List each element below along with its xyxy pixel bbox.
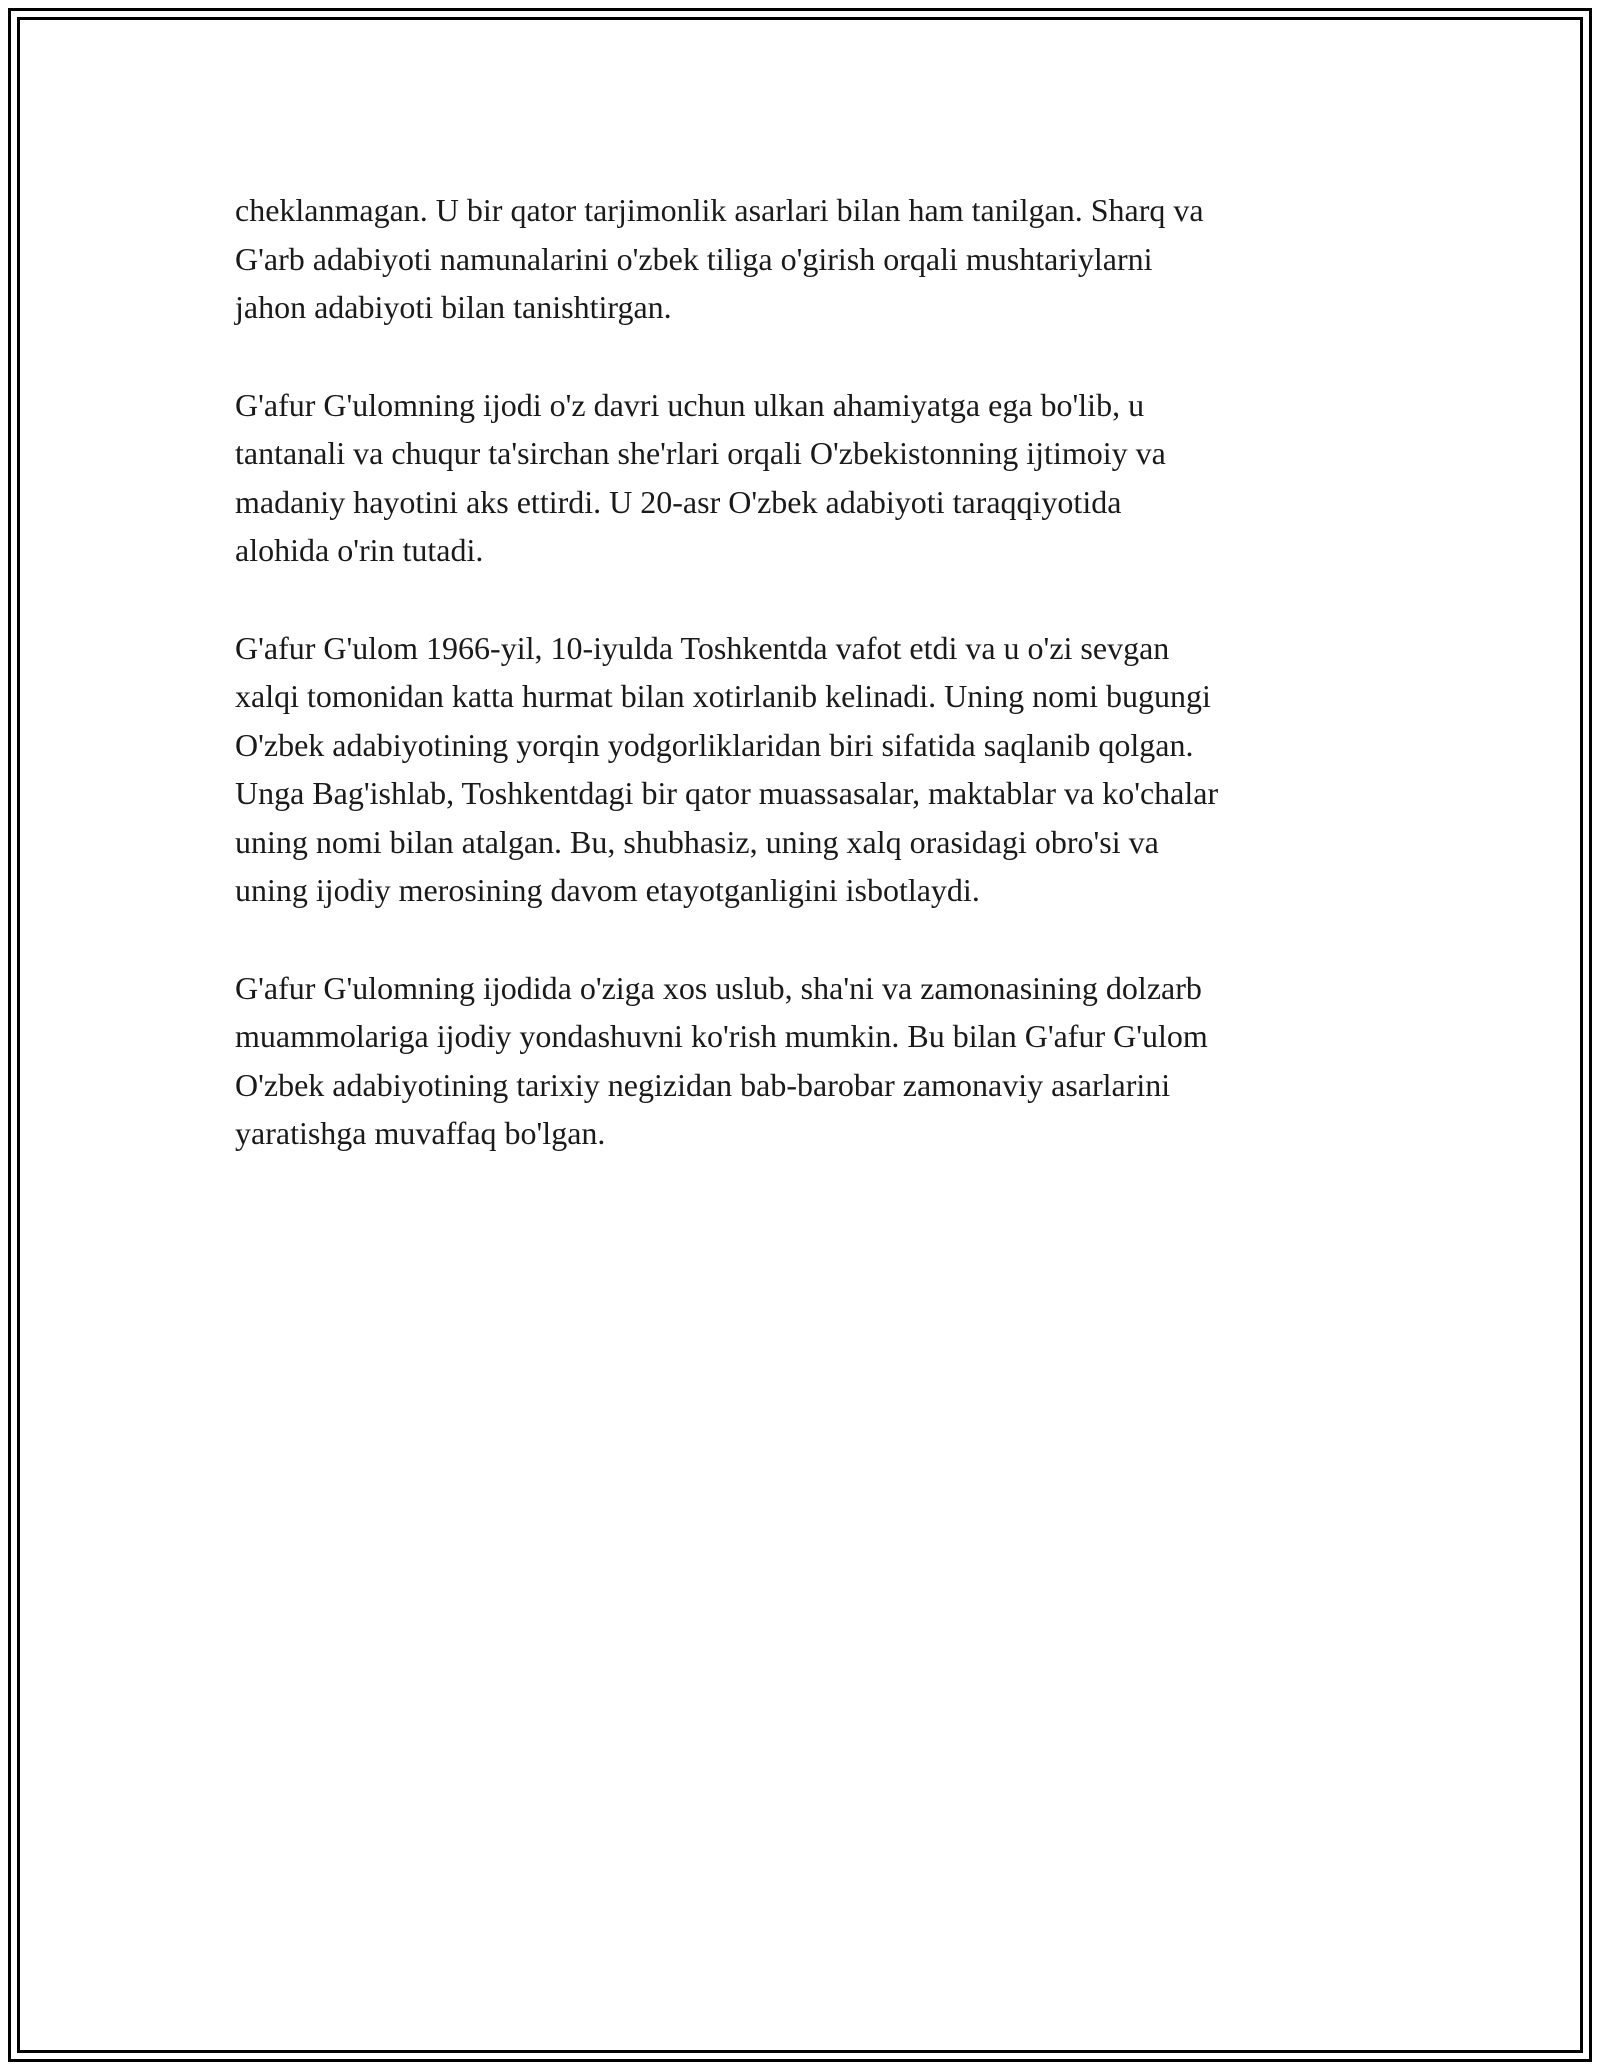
paragraph-significance: G'afur G'ulomning ijodi o'z davri uchun ulkan ahamiyatga ega bo'lib, u tantanali va chuqur ta'sirchan she'rlari orqali O'zbekistonning ijtimoiy va madaniy hayotini aks ettirdi. U 20-asr O'zbek adabiyoti taraqqiyotida alohida o'rin tutadi. [235,386,1166,568]
paragraph-death-and-legacy: G'afur G'ulom 1966-yil, 10-iyulda Toshkentda vafot etdi va u o'zi sevgan xalqi tomonidan katta hurmat bilan xotirlanib kelinadi. Uning nomi bugungi O'zbek adabiyotining yorqin yodgorliklaridan biri sifatida saqlanib qolgan. Unga Bag'ishlab, Toshkentdagi bir qator muassasalar, maktablar va ko'chalar uning nomi bilan atalgan. Bu, shubhasiz, uning xalq orasidagi obro'si va uning ijodiy merosining davom etayotganligini isbotlaydi. [235,629,1219,908]
document-body [235,186,1395,1207]
paragraph-style: G'afur G'ulomning ijodida o'ziga xos uslub, sha'ni va zamonasining dolzarb muammolariga ijodiy yondashuvni ko'rish mumkin. Bu bilan G'afur G'ulom O'zbek adabiyotining tarixiy negizidan bab-barobar zamonaviy asarlarini yaratishga muvaffaq bo'lgan. [235,969,1208,1151]
paragraph-translation-works: cheklanmagan. U bir qator tarjimonlik asarlari bilan ham tanilgan. Sharq va G'arb adabiyoti namunalarini o'zbek tiliga o'girish orqali mushtariylarni jahon adabiyoti bilan tanishtirgan. [235,192,1204,325]
